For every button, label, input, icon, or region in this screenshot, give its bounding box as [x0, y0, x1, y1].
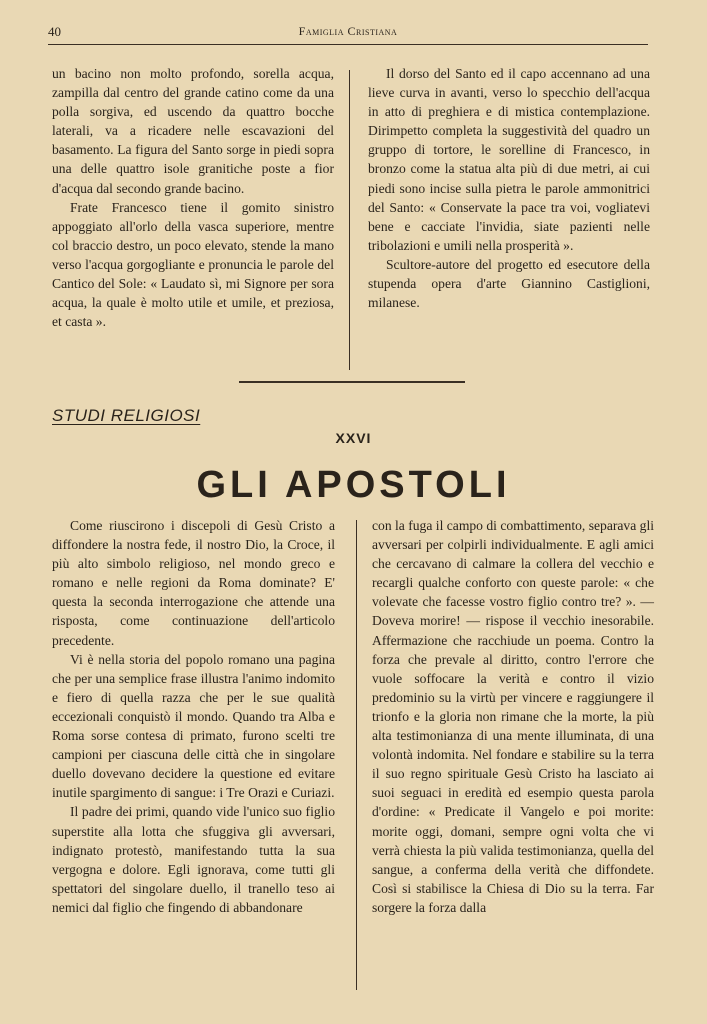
article-left-column — [52, 516, 335, 917]
page-header — [48, 24, 648, 42]
paragraph: Vi è nella storia del popolo romano una pagina che per una semplice frase illustra l'animo indomito e fiero di quella razza che per le sue qualità eccezionali conquistò il mondo. Quando tra Alba e Roma sorse contesa di primato, furono scelti tre campioni per ciascuna delle città che in singolare duello dovevano decidere la questione ed evitare inutile spargimento di sangue: i Tre Orazi e Curiazi. — [52, 651, 335, 801]
paragraph: Frate Francesco tiene il gomito sinistro appoggiato all'orlo della vasca superiore, mentre col braccio destro, un poco elevato, stende la mano verso l'acqua gorgogliante e pronuncia le parole del Cantico del Sole: « Laudato sì, mi Signore per sora acqua, la quale è molto utile et umile, et preziosa, et casta ». — [52, 199, 334, 330]
paragraph: Il padre dei primi, quando vide l'unico suo figlio superstite alla lotta che sfuggiva gli avversari, indignato protestò, manifestando tutta la sua vergogna e dolore. Egli ignorava, come tutti gli spettatori del singolare duello, il tranello teso ai nemici dal figlio che fingendo di abbandonare — [52, 804, 335, 915]
paragraph: Il dorso del Santo ed il capo accennano ad una lieve curva in avanti, verso lo specchio dell'acqua in atto di preghiera e di mistica contemplazione. Dirimpetto completa la suggestività del quadro un gruppo di tortore, le sorelline di Francesco, in bronzo come la statua alta più di due metri, ai cui piedi sono incise sulla pietra le parole ammonitrici del Santo: « Conservate la pace tra voi, vogliatevi bene e cacciate l'invidia, siate pazienti nelle tribolazioni e umili nella prosperità ». — [368, 66, 650, 253]
article-headline: GLI APOSTOLI — [196, 464, 511, 506]
column-divider — [356, 520, 357, 990]
section-label: STUDI RELIGIOSI — [52, 406, 201, 425]
paragraph: Come riuscirono i discepoli di Gesù Cristo a diffondere la nostra fede, il nostro Dio, la Croce, il più alto simbolo religioso, nel mondo greco e romano e nelle regioni da Roma dominate? E' questa la seconda interrogazione che attende una risposta, come continuazione dell'articolo precedente. — [52, 518, 335, 648]
magazine-title: Famiglia Cristiana — [298, 24, 398, 38]
article-right-column — [372, 516, 654, 917]
paragraph: un bacino non molto profondo, sorella acqua, zampilla dal centro del grande catino come da una polla sorgiva, ed uscendo da quattro bocche laterali, va a ricadere nelle escavazioni del basamento. La figura del Santo sorge in piedi sopra una delle quattro isole granitiche poste a fior d'acqua dal secondo grande bacino. — [52, 66, 334, 196]
article-number: XXVI — [335, 430, 372, 446]
top-right-column — [368, 64, 650, 312]
paragraph: Scultore-autore del progetto ed esecutore della stupenda opera d'arte Giannino Castiglioni, milanese. — [368, 256, 650, 311]
header-rule — [48, 44, 648, 45]
section-divider — [239, 381, 465, 383]
paragraph: con la fuga il campo di combattimento, separava gli avversari per colpirli individualmente. E agli amici che cercavano di calmare la collera del vecchio e recargli qualche conforto con queste parole: « che volevate che facesse vostro figlio contro tre? ». — Doveva morire! — rispose il vecchio inesorabile. Affermazione che racchiude un poema. Contro la forza che prevale al diritto, contro l'errore che vuole soffocare la verità e contro il vizio predominio su la virtù per vincere e raggiungere il trionfo e la gloria non rimane che la morte, la più alta testimonianza di una mente illuminata, di una volontà indomita. Nel fondare e stabilire su la terra il suo regno spirituale Gesù Cristo ha lasciato ai suoi seguaci in eredità ed esempio questa parola d'ordine: « Predicate il Vangelo e poi morite: morite oggi, domani, sempre ogni volta che vi verrà chiesta la più valida testimonianza, quella del sangue, a conferma della verità che diffondete. Così si stabilisce la Chiesa di Dio su la terra. Far sorgere la forza dalla — [372, 518, 654, 915]
top-left-column — [52, 64, 334, 331]
page-number: 40 — [48, 24, 61, 39]
column-divider — [349, 70, 350, 370]
